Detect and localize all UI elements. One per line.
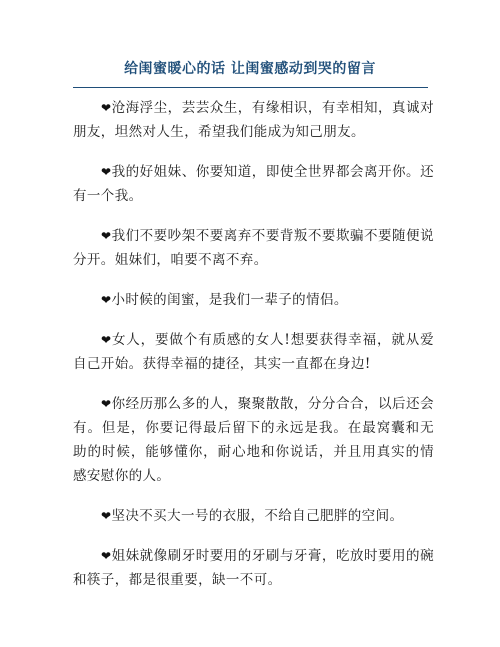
heart-icon: ❤	[101, 509, 112, 523]
paragraph-text: 女人，要做个有质感的女人!想要获得幸福，就从爱自己开始。获得幸福的捷径，其实一直都在身边!	[73, 332, 434, 372]
paragraph-text: 姐妹就像刷牙时要用的牙刷与牙膏，吃放时要用的碗和筷子，都是很重要，缺一不可。	[73, 548, 434, 588]
paragraph-7	[73, 504, 434, 528]
heart-icon: ❤	[101, 229, 112, 243]
paragraph-text: 小时候的闺蜜，是我们一辈子的情侣。	[111, 292, 348, 308]
document-title: 给闺蜜暖心的话 让闺蜜感动到哭的留言	[124, 61, 376, 77]
paragraph-text: 坚决不买大一号的衣服，不给自己肥胖的空间。	[111, 508, 404, 524]
paragraph-4	[73, 288, 434, 312]
paragraph-3	[73, 224, 434, 272]
heart-icon: ❤	[101, 101, 112, 115]
heart-icon: ❤	[101, 293, 112, 307]
paragraph-text: 沧海浮尘，芸芸众生，有缘相识，有幸相知，真诚对朋友，坦然对人生，希望我们能成为知己朋友。	[73, 100, 434, 140]
paragraph-2	[73, 160, 434, 208]
document-body	[73, 96, 434, 608]
paragraph-8	[73, 544, 434, 592]
paragraph-5	[73, 328, 434, 376]
paragraph-text: 你经历那么多的人，聚聚散散，分分合合，以后还会有。但是，你要记得最后留下的永远是我。在最窝囊和无助的时候，能够懂你，耐心地和你说话，并且用真实的情感安慰你的人。	[73, 396, 434, 484]
paragraph-1	[73, 96, 434, 144]
heart-icon: ❤	[101, 549, 112, 563]
heart-icon: ❤	[101, 165, 112, 179]
paragraph-6	[73, 392, 434, 488]
paragraph-text: 我们不要吵架不要离弃不要背叛不要欺骗不要随便说分开。姐妹们，咱要不离不弃。	[73, 228, 434, 268]
title-divider	[73, 87, 428, 88]
paragraph-text: 我的好姐妹、你要知道，即使全世界都会离开你。还有一个我。	[73, 164, 434, 204]
heart-icon: ❤	[101, 333, 112, 347]
heart-icon: ❤	[101, 397, 112, 411]
